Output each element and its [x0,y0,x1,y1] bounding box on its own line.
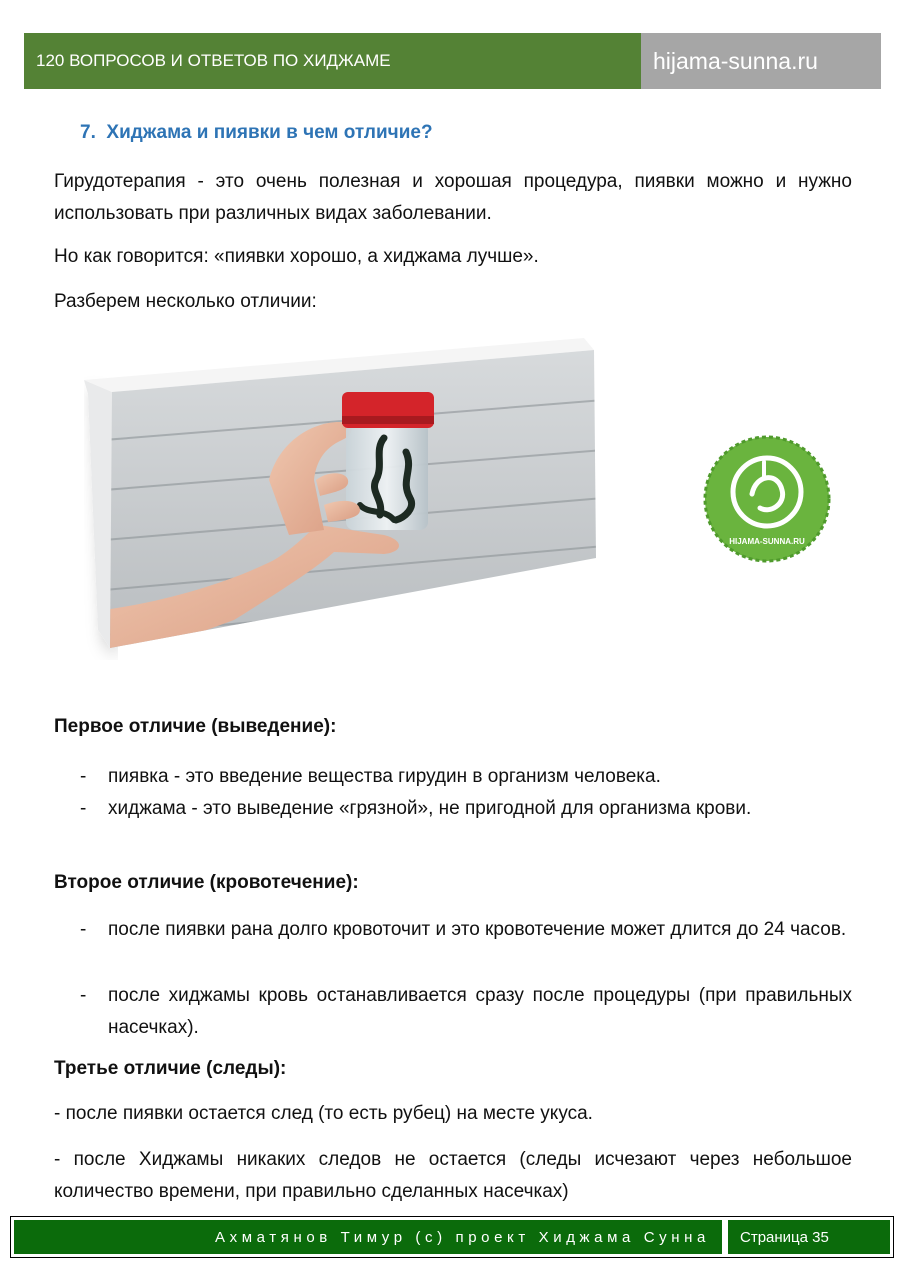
question-title [80,122,433,144]
section-2-bullet-2 [80,980,852,1044]
logo-text: HIJAMA-SUNNA.RU [729,537,805,546]
intro-paragraph-1: Гирудотерапия - это очень полезная и хорошая процедура, пиявки можно и нужно использовать при различных видах заболевании. [54,171,852,224]
section-2-heading: Второе отличие (кровотечение): [54,872,359,893]
section-3-line-1: - после пиявки остается след (то есть рубец) на месте укуса. [54,1103,593,1124]
bullet-text: пиявка - это введение вещества гирудин в организм человека. [108,766,661,787]
section-1-bullet-2 [80,793,852,825]
section-3-heading: Третье отличие (следы): [54,1058,287,1079]
document-header-site: hijama-sunna.ru [641,33,881,89]
footer-author: Ахматянов Тимур (с) проект Хиджама Сунна [14,1220,722,1254]
question-text: Хиджама и пиявки в чем отличие? [106,122,433,143]
bullet-text: хиджама - это выведение «грязной», не пригодной для организма крови. [108,798,752,819]
section-2-bullet-1 [80,914,852,946]
bullet-dash: - [80,919,87,940]
bullet-text: после хиджамы кровь останавливается сразу после процедуры (при правильных насечках). [108,985,852,1038]
bullet-dash: - [80,798,87,819]
question-number: 7. [80,122,96,143]
section-1-bullet-1 [80,761,852,793]
hijama-sunna-logo [700,432,834,566]
section-1-heading: Первое отличие (выведение): [54,716,337,737]
footer-page-number: Страница 35 [728,1220,890,1254]
intro-paragraph-2: Но как говорится: «пиявки хорошо, а хиджама лучше». [54,246,539,267]
intro-paragraph-3: Разберем несколько отличии: [54,291,317,312]
bullet-text: после пиявки рана долго кровоточит и это кровотечение может длится до 24 часов. [108,919,847,940]
leech-jar-photo [84,330,604,660]
bullet-dash: - [80,985,87,1006]
section-3-line-2: - после Хиджамы никаких следов не остается (следы исчезают через небольшое количество времени, при правильно сделанных насечках) [54,1149,852,1202]
bullet-dash: - [80,766,87,787]
document-header-title: 120 ВОПРОСОВ И ОТВЕТОВ ПО ХИДЖАМЕ [24,33,641,89]
